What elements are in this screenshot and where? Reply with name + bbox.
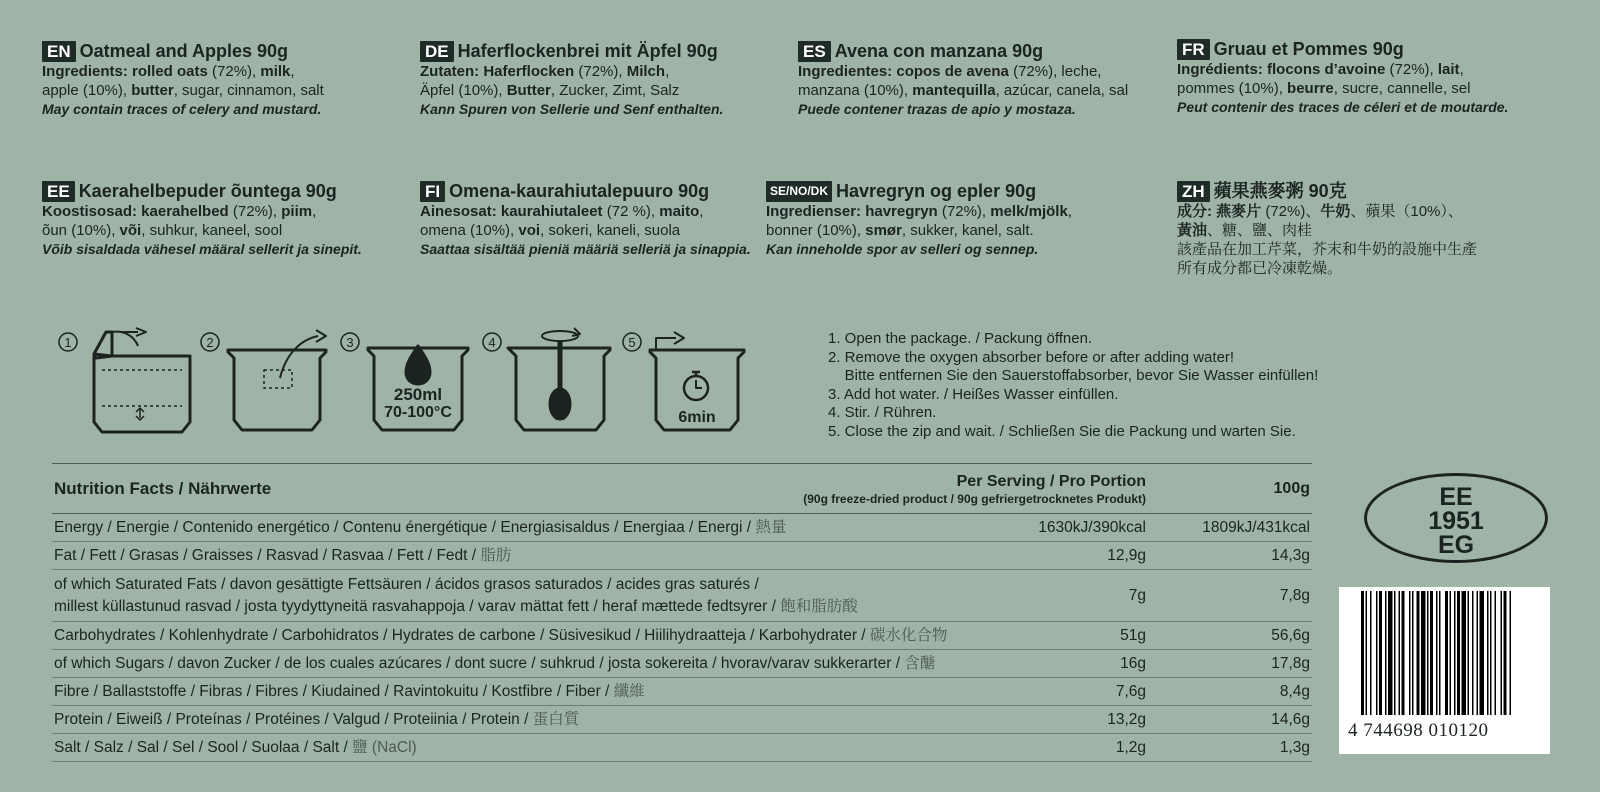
product-title: [766, 180, 1136, 202]
nutrition-title: Nutrition Facts / Nährwerte: [54, 478, 272, 498]
barcode-bar: [1366, 591, 1368, 715]
product-title: [420, 40, 790, 62]
barcode-bar: [1457, 591, 1460, 715]
lang-block-fi: [420, 180, 790, 259]
per-serving-value: 7,6g: [1115, 682, 1146, 700]
lang-block-se-no-dk: [766, 180, 1136, 259]
barcode-bar: [1472, 591, 1474, 715]
barcode-bar: [1510, 591, 1512, 715]
per-serving-header: Per Serving / Pro Portion (90g freeze-dried product / 90g gefriergetrocknetes Produkt): [803, 472, 1146, 506]
ingredients-line: Ainesosat: kaurahiutaleet (72 %), maito,: [420, 203, 704, 220]
nutrition-row: [52, 622, 1312, 650]
allergen-traces: May contain traces of celery and mustard.: [42, 101, 322, 117]
step-number-3: 3: [346, 335, 354, 350]
barcode-bar: [1495, 591, 1497, 715]
ingredients-line: Ingredientes: copos de avena (72%), leche,: [798, 63, 1102, 80]
ingredients-line: 所有成分都已冷凍乾燥。: [1177, 260, 1343, 277]
barcode-bar: [1439, 591, 1441, 715]
ingredients-line: apple (10%), butter, sugar, cinnamon, salt: [42, 82, 324, 99]
barcode-bar: [1412, 591, 1414, 715]
per-100g-value: 1,3g: [1279, 738, 1310, 756]
barcode-bar: [1409, 591, 1411, 715]
product-title: [42, 180, 412, 202]
nutrient-label: Energy / Energie / Contenido energético / Contenu énergétique / Energiasisaldus / Energiaa / Energi / 熱量: [54, 518, 787, 536]
per-100g-header: 100g: [1273, 479, 1310, 497]
barcode-bar: [1430, 591, 1433, 715]
product-title: [798, 40, 1168, 62]
barcode-bar: [1490, 591, 1492, 715]
allergen-traces: Kan inneholde spor av selleri og sennep.: [766, 241, 1039, 257]
allergen-traces: Saattaa sisältää pieniä määriä selleriä ja sinappia.: [420, 241, 751, 257]
per-serving-value: 7g: [1128, 586, 1146, 604]
barcode-bar: [1454, 591, 1456, 715]
barcode-bar: [1445, 591, 1448, 715]
ingredients-line: Ingredienser: havregryn (72%), melk/mjölk,: [766, 203, 1072, 220]
ingredients-line: 該產品在加工芹菜，芥末和牛奶的設施中生產: [1177, 241, 1478, 258]
water-temperature: 70-100°C: [384, 404, 452, 421]
per-serving-value: 1630kJ/390kcal: [1038, 518, 1146, 536]
language-code-badge: FR: [1177, 39, 1210, 60]
nutrient-label: Fibre / Ballaststoffe / Fibras / Fibres / Kiudained / Ravintokuitu / Kostfibre / Fiber / 纖維: [54, 682, 645, 700]
nutrient-label: Protein / Eiweiß / Proteínas / Protéines / Valgud / Proteiinia / Protein / 蛋白質: [54, 710, 580, 728]
per-serving-value: 16g: [1120, 654, 1146, 672]
preparation-icons: [54, 318, 784, 448]
language-code-badge: ZH: [1177, 181, 1210, 202]
water-amount: 250ml: [393, 385, 443, 404]
barcode-bar: [1388, 591, 1393, 715]
health-mark-oval: EE 1951 EG: [1364, 473, 1548, 563]
nutrition-row: [52, 734, 1312, 762]
per-100g-value: 14,3g: [1271, 546, 1310, 564]
barcode-bar: [1487, 591, 1489, 715]
per-100g-value: 8,4g: [1279, 682, 1310, 700]
instruction-line: 1. Open the package. / Packung öffnen.: [828, 330, 1093, 347]
barcode: [1339, 587, 1550, 754]
per-serving-value: 12,9g: [1107, 546, 1146, 564]
lang-block-de: [420, 40, 790, 119]
barcode-bar: [1370, 591, 1372, 715]
ingredients-line: 黃油、糖、鹽、肉桂: [1177, 222, 1313, 239]
allergen-traces: Kann Spuren von Sellerie und Senf enthalten.: [420, 101, 724, 117]
nutrition-row: [52, 542, 1312, 570]
language-code-badge: SE/NO/DK: [766, 181, 832, 202]
product-title-text: Gruau et Pommes 90g: [1213, 39, 1404, 59]
lang-block-fr: [1177, 38, 1547, 117]
product-title-text: Kaerahelbepuder õuntega 90g: [78, 181, 337, 201]
barcode-bar: [1480, 591, 1485, 715]
product-title-text: 蘋果燕麥粥 90克: [1213, 181, 1347, 201]
nutrient-label: of which Sugars / davon Zucker / de los cuales azúcares / dont sucre / suhkrud / josta sokereita / hvorav/varav sukkerarter / 含醣: [54, 654, 936, 672]
nutrition-row: [52, 706, 1312, 734]
barcode-bar: [1501, 591, 1503, 715]
product-title: [42, 40, 412, 62]
step-number-1: 1: [64, 335, 72, 350]
per-serving-value: 51g: [1120, 626, 1146, 644]
nutrition-row: [52, 678, 1312, 706]
lang-block-en: [42, 40, 412, 119]
per-serving-value: 13,2g: [1107, 710, 1146, 728]
barcode-bar: [1394, 591, 1396, 715]
product-title-text: Avena con manzana 90g: [834, 41, 1044, 61]
ingredients-line: Ingredients: rolled oats (72%), milk,: [42, 63, 295, 80]
allergen-traces: Võib sisaldada vähesel määral sellerit ja sinepit.: [42, 241, 362, 257]
step-number-5: 5: [628, 335, 636, 350]
barcode-bar: [1421, 591, 1426, 715]
instruction-line: Bitte entfernen Sie den Sauerstoffabsorber, bevor Sie Wasser einfüllen!: [828, 367, 1319, 384]
nutrient-label: Salt / Salz / Sal / Sel / Sool / Suolaa / Salt / 鹽 (NaCl): [54, 738, 417, 756]
allergen-traces: Puede contener trazas de apio y mostaza.: [798, 101, 1076, 117]
language-code-badge: FI: [420, 181, 445, 202]
per-100g-value: 14,6g: [1271, 710, 1310, 728]
language-code-badge: DE: [420, 41, 454, 62]
ingredients-line: Ingrédients: flocons d’avoine (72%), lait,: [1177, 61, 1464, 78]
nutrient-label: Fat / Fett / Grasas / Graisses / Rasvad / Rasvaa / Fett / Fedt / 脂肪: [54, 546, 512, 564]
nutrition-row: [52, 514, 1312, 542]
instruction-line: 4. Stir. / Rühren.: [828, 404, 937, 421]
ingredients-line: õun (10%), või, suhkur, kaneel, sool: [42, 222, 283, 239]
barcode-bar: [1468, 591, 1470, 715]
barcode-bar: [1450, 591, 1452, 715]
barcode-bar: [1379, 591, 1382, 715]
per-serving-value: 1,2g: [1115, 738, 1146, 756]
barcode-bar: [1477, 591, 1479, 715]
instructions-list: [828, 330, 1318, 441]
nutrition-row: [52, 650, 1312, 678]
barcode-bar: [1417, 591, 1420, 715]
lang-block-ee: [42, 180, 412, 259]
lang-block-es: [798, 40, 1168, 119]
per-100g-value: 7,8g: [1279, 586, 1310, 604]
ingredients-line: omena (10%), voi, sokeri, kaneli, suola: [420, 222, 681, 239]
barcode-bar: [1427, 591, 1429, 715]
step-number-2: 2: [206, 335, 214, 350]
product-title: [1177, 38, 1547, 60]
nutrition-table: [52, 463, 1312, 762]
nutrition-row: [52, 570, 1312, 622]
barcode-bar: [1361, 591, 1364, 715]
ingredients-line: manzana (10%), mantequilla, azúcar, canela, sal: [798, 82, 1129, 99]
ingredients-line: Äpfel (10%), Butter, Zucker, Zimt, Salz: [420, 82, 680, 99]
step-number-4: 4: [488, 335, 496, 350]
instruction-line: 2. Remove the oxygen absorber before or after adding water!: [828, 348, 1235, 366]
ingredients-line: 成分: 燕麥片 (72%)、牛奶、蘋果（10%）、: [1177, 203, 1463, 220]
per-100g-value: 1809kJ/431kcal: [1202, 518, 1310, 536]
instruction-line: 3. Add hot water. / Heißes Wasser einfüllen.: [828, 385, 1119, 403]
barcode-bar: [1462, 591, 1467, 715]
barcode-bar: [1504, 591, 1507, 715]
product-title: [420, 180, 790, 202]
barcode-bar: [1399, 591, 1401, 715]
barcode-bar: [1385, 591, 1387, 715]
product-title-text: Oatmeal and Apples 90g: [79, 41, 289, 61]
barcode-bar: [1402, 591, 1405, 715]
instruction-line: 5. Close the zip and wait. / Schließen Sie die Packung und warten Sie.: [828, 422, 1296, 440]
product-title: [1177, 180, 1547, 202]
ingredients-line: Koostisosad: kaerahelbed (72%), piim,: [42, 203, 317, 220]
ingredients-line: bonner (10%), smør, sukker, kanel, salt.: [766, 222, 1034, 239]
lang-block-zh: [1177, 180, 1547, 278]
product-title-text: Haferflockenbrei mit Äpfel 90g: [457, 41, 718, 61]
ingredients-line: pommes (10%), beurre, sucre, cannelle, sel: [1177, 80, 1471, 97]
barcode-bar: [1436, 591, 1438, 715]
per-100g-value: 56,6g: [1271, 626, 1310, 644]
allergen-traces: Peut contenir des traces de céleri et de moutarde.: [1177, 99, 1509, 115]
language-code-badge: EE: [42, 181, 75, 202]
ingredients-line: Zutaten: Haferflocken (72%), Milch,: [420, 63, 670, 80]
product-title-text: Omena-kaurahiutalepuuro 90g: [449, 181, 710, 201]
product-title-text: Havregryn og epler 90g: [836, 181, 1037, 201]
language-code-badge: ES: [798, 41, 831, 62]
per-100g-value: 17,8g: [1271, 654, 1310, 672]
nutrient-label: Carbohydrates / Kohlenhydrate / Carbohidratos / Hydrates de carbone / Süsivesikud / Hiilihydraatteja / Karbohydrater / 碳水化合物: [54, 626, 948, 644]
language-code-badge: EN: [42, 41, 76, 62]
nutrition-header: [52, 464, 1312, 514]
barcode-bar: [1376, 591, 1378, 715]
nutrient-label: of which Saturated Fats / davon gesättigte Fettsäuren / ácidos grasos saturados / acides gras saturés / millest küllastunud rasvad / josta tyydyttyneitä rasvahappoja / varav mättat fett / heraf mættede fedtsyrer / 飽和脂肪酸: [54, 575, 858, 615]
barcode-number: 4 744698 010120: [1348, 720, 1489, 741]
wait-time: 6min: [678, 409, 716, 426]
